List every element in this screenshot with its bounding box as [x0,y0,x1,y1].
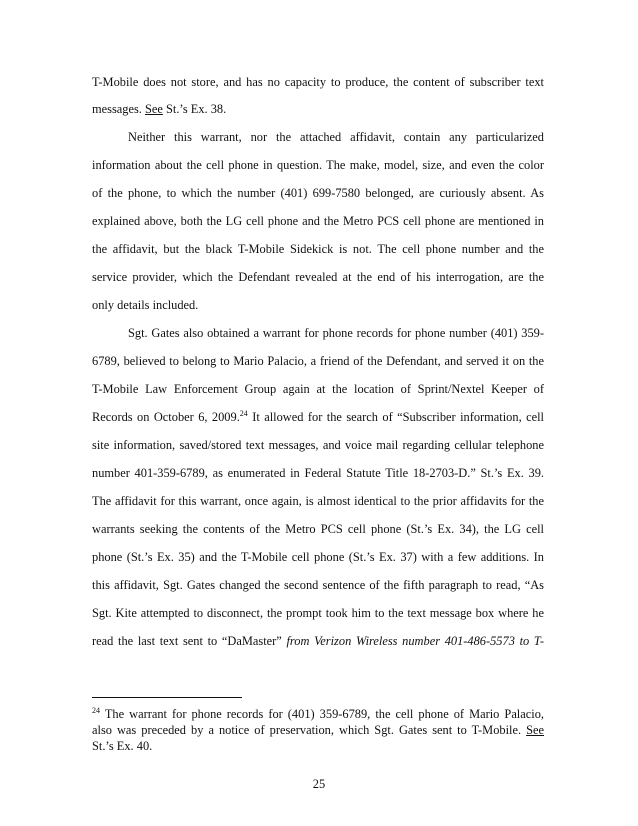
footnote-line-3: St.’s Ex. 40. [92,739,153,753]
body-line-2: messages. See St.’s Ex. 38. [92,102,227,116]
footnote-number: 24 [92,706,100,715]
italic-quotation: from Verizon Wireless number 401-486-5573 to T- [286,634,544,648]
footnote-line-2: also was preceded by a notice of preservation, which Sgt. Gates sent to T-Mobile. See [92,723,544,737]
body-line-5: of the phone, to which the number (401) 699-7580 belonged, are curiously absent. As [92,186,544,200]
body-line-13: Records on October 6, 2009.24 It allowed for the search of “Subscriber information, cell [92,409,544,424]
page-number: 25 [312,777,326,791]
body-line-11: 6789, believed to belong to Mario Palacio, a friend of the Defendant, and served it on the [92,354,544,368]
body-line-21: read the last text sent to “DaMaster” from Verizon Wireless number 401-486-5573 to T- [92,634,544,648]
footnote-reference[interactable]: 24 [239,409,248,418]
body-line-15: number 401-359-6789, as enumerated in Federal Statute Title 18-2703-D.” St.’s Ex. 39. [92,466,544,480]
body-line-10: Sgt. Gates also obtained a warrant for phone records for phone number (401) 359- [128,326,544,340]
body-line-20: Sgt. Kite attempted to disconnect, the prompt took him to the text message box where he [92,606,544,620]
body-line-8: service provider, which the Defendant revealed at the end of his interrogation, are the [92,270,544,284]
footnote-separator [92,697,242,698]
see-citation-signal: See [145,102,163,116]
body-line-7: the affidavit, but the black T-Mobile Sidekick is not. The cell phone number and the [92,242,544,256]
body-line-19: this affidavit, Sgt. Gates changed the second sentence of the fifth paragraph to read, “As [92,578,544,592]
body-line-6: explained above, both the LG cell phone and the Metro PCS cell phone are mentioned in [92,214,544,228]
body-line-14: site information, saved/stored text messages, and voice mail regarding cellular telephone [92,438,544,452]
body-line-18: phone (St.’s Ex. 35) and the T-Mobile cell phone (St.’s Ex. 37) with a few additions. In [92,550,544,564]
body-line-3: Neither this warrant, nor the attached affidavit, contain any particularized [128,130,544,144]
body-line-12: T-Mobile Law Enforcement Group again at the location of Sprint/Nextel Keeper of [92,382,544,396]
footnote-see-signal: See [526,723,544,737]
body-line-16: The affidavit for this warrant, once again, is almost identical to the prior affidavits for the [92,494,544,508]
body-line-9: only details included. [92,298,199,312]
body-line-1: T-Mobile does not store, and has no capacity to produce, the content of subscriber text [92,75,544,89]
body-line-4: information about the cell phone in question. The make, model, size, and even the color [92,158,544,172]
footnote-line-1: $^{24}$ The warrant for phone records for (401) 359-6789, the cell phone of Mario Palacio, [92,706,544,721]
body-line-17: warrants seeking the contents of the Metro PCS cell phone (St.’s Ex. 34), the LG cell [92,522,544,536]
